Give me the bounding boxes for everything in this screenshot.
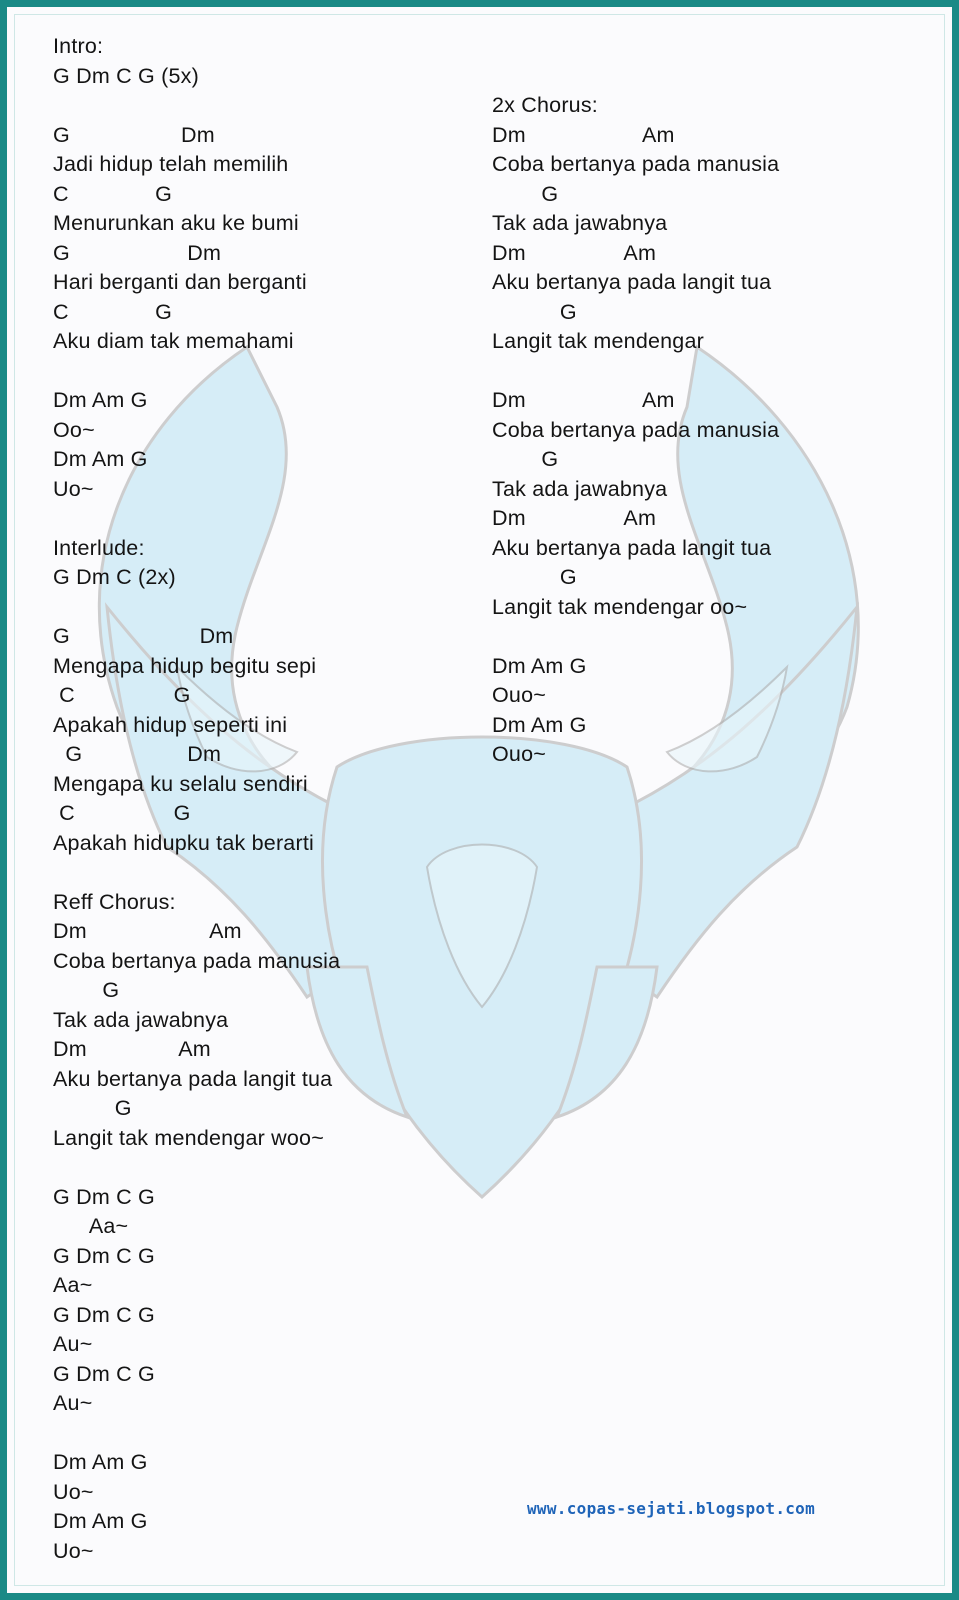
lyric-line <box>53 1153 340 1183</box>
lyric-line: G <box>53 978 120 1002</box>
lyric-line: 2x Chorus: <box>492 93 598 117</box>
lyric-line: Langit tak mendengar woo~ <box>53 1125 324 1150</box>
lyric-line: Aa~ <box>53 1273 93 1297</box>
lyric-line: Dm Am <box>53 1037 211 1061</box>
lyric-line: Au~ <box>53 1391 93 1415</box>
lyric-line: G <box>492 181 559 206</box>
lyric-line: Langit tak mendengar oo~ <box>492 594 748 619</box>
lyric-line: Aku bertanya pada langit tua <box>53 1066 333 1091</box>
lyric-line: Interlude: <box>53 535 145 560</box>
lyric-line: G Dm <box>53 624 234 648</box>
lyric-line: G Dm C G <box>53 1184 155 1209</box>
lyric-line: Dm Am G <box>53 388 148 412</box>
lyric-line: C G <box>53 801 191 825</box>
lyric-line: G Dm <box>53 122 215 147</box>
lyric-line: G <box>492 447 559 471</box>
lyric-line <box>492 62 779 92</box>
lyric-line: Uo~ <box>53 1538 94 1563</box>
lyric-line: G <box>492 565 577 589</box>
lyric-line: Coba bertanya pada manusia <box>492 152 780 176</box>
lyric-line: G Dm <box>53 240 222 265</box>
lyric-line: Au~ <box>53 1332 93 1356</box>
lyric-line: Tak ada jawabnya <box>53 1007 229 1032</box>
lyric-line: Dm Am <box>492 122 675 147</box>
lyric-line: Aku bertanya pada langit tua <box>492 270 772 294</box>
lyric-line: G Dm <box>53 742 222 766</box>
lyric-line: Menurunkan aku ke bumi <box>53 211 299 235</box>
lyric-line: Dm Am G <box>492 712 587 737</box>
lyric-line: Tak ada jawabnya <box>492 211 668 235</box>
lyric-line: Aku bertanya pada langit tua <box>492 535 772 560</box>
lyric-line: Oo~ <box>53 417 95 442</box>
lyric-line <box>53 357 340 387</box>
lyric-line: Dm Am <box>492 240 657 265</box>
lyric-line: Dm Am G <box>492 653 587 678</box>
lyric-line: G Dm C G <box>53 1243 155 1268</box>
lyric-line: Reff Chorus: <box>53 889 176 914</box>
lyric-line: Dm Am G <box>53 447 148 471</box>
lyric-line <box>492 622 779 652</box>
lyric-line: G <box>53 1096 132 1120</box>
lyric-line: G Dm C (2x) <box>53 565 176 589</box>
lyric-line: Jadi hidup telah memilih <box>53 152 289 176</box>
lyric-line: G Dm C G <box>53 1302 155 1327</box>
lyric-line: Uo~ <box>53 476 94 501</box>
lyric-line: Dm Am <box>492 506 657 530</box>
lyric-line: Aa~ <box>53 1214 129 1238</box>
lyric-line <box>53 1419 340 1449</box>
lyric-line: Apakah hidupku tak berarti <box>53 830 314 855</box>
lyric-line: Mengapa ku selalu sendiri <box>53 771 308 796</box>
blog-url: www.copas-sejati.blogspot.com <box>527 1499 816 1518</box>
lyric-line: G Dm C G (5x) <box>53 63 199 88</box>
lyric-line: Ouo~ <box>492 742 546 766</box>
lyric-line: Coba bertanya pada manusia <box>492 417 780 442</box>
lyric-line: G <box>492 299 577 324</box>
lyric-line: C G <box>53 683 191 707</box>
lyric-line <box>492 357 779 387</box>
right-lyrics-column <box>492 32 779 770</box>
lyric-line <box>53 858 340 888</box>
lyric-line: Dm Am G <box>53 1450 148 1474</box>
lyric-line <box>53 593 340 623</box>
lyric-line: Langit tak mendengar <box>492 329 704 353</box>
lyric-line: Coba bertanya pada manusia <box>53 948 341 973</box>
lyric-line: Dm Am <box>53 919 242 943</box>
lyric-line <box>492 32 779 62</box>
lyric-line: Tak ada jawabnya <box>492 476 668 501</box>
lyric-line: Uo~ <box>53 1479 94 1504</box>
lyric-line <box>53 91 340 121</box>
lyric-line: Mengapa hidup begitu sepi <box>53 653 317 678</box>
lyric-line: Dm Am G <box>53 1509 148 1533</box>
lyric-line: Ouo~ <box>492 683 546 707</box>
left-lyrics-column <box>53 32 340 1566</box>
lyric-line: Dm Am <box>492 388 675 412</box>
lyric-line: C G <box>53 299 173 324</box>
lyric-line: G Dm C G <box>53 1361 155 1386</box>
lyric-line <box>53 504 340 534</box>
lyric-line: C G <box>53 181 173 206</box>
lyric-line: Apakah hidup seperti ini <box>53 712 288 737</box>
lyric-line: Aku diam tak memahami <box>53 329 294 353</box>
lyric-line: Intro: <box>53 34 104 58</box>
lyric-line: Hari berganti dan berganti <box>53 270 307 294</box>
